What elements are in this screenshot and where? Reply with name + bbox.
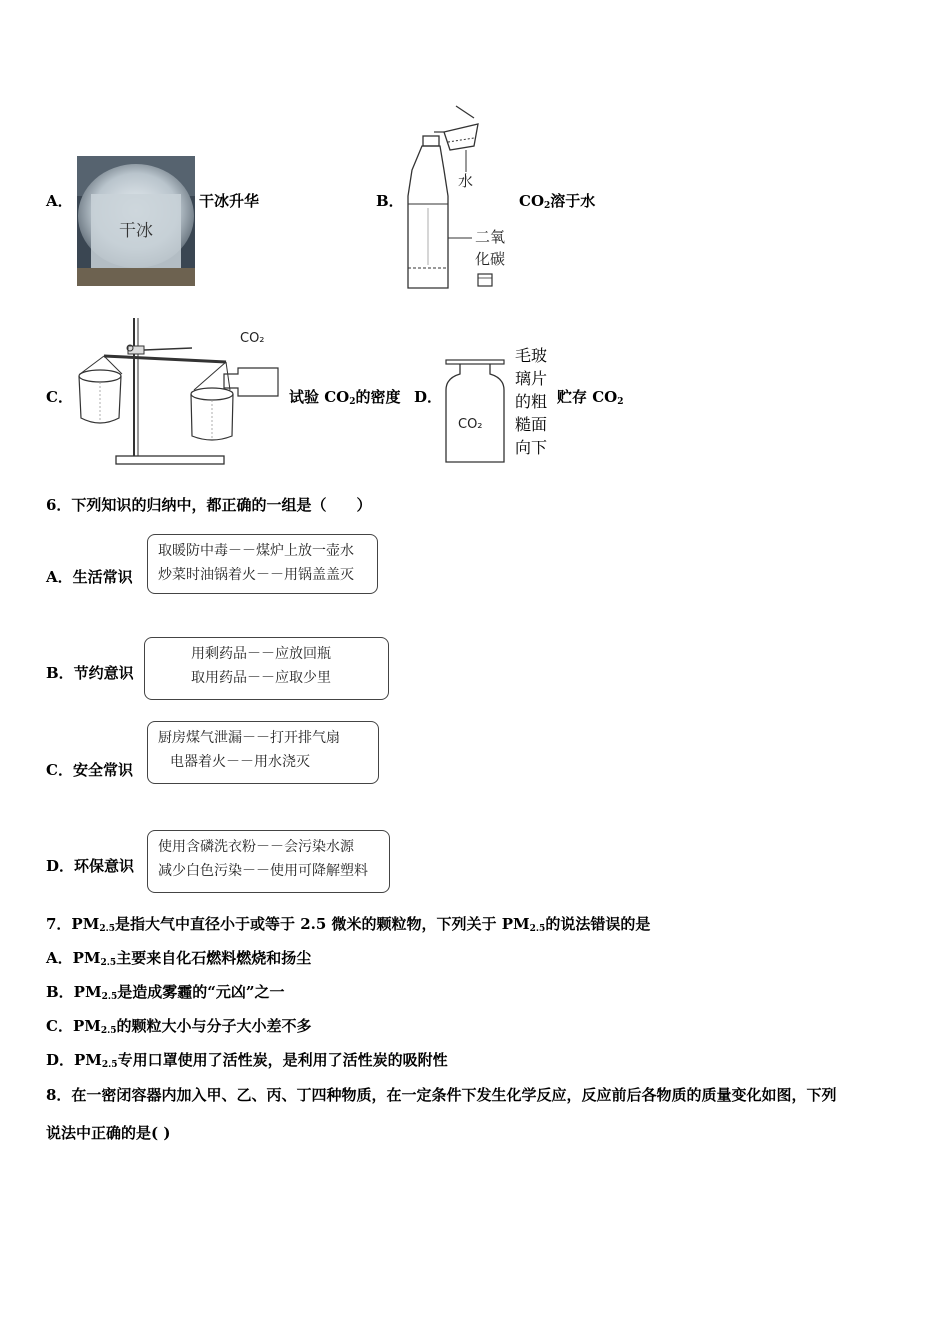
- q6-option-c-line-1: 厨房煤气泄漏－－打开排气扇: [158, 730, 340, 746]
- dry-ice-photo: [77, 156, 195, 286]
- q7-option-b: B．$PM_{2.5}$是造成雾霾的“元凶”之一: [46, 983, 285, 1002]
- water-label: 水: [458, 172, 474, 190]
- q6-option-c-line-2: 电器着火－－用水浇灭: [170, 754, 310, 770]
- option-c-caption: 试验 $CO_2$的密度: [289, 388, 401, 407]
- gas-jar-diagram: [440, 356, 510, 466]
- co2-pour-label: CO₂: [240, 331, 265, 346]
- q6-option-b-line-2: 取用药品－－应取少里: [191, 670, 331, 686]
- option-c-letter: C．: [46, 388, 73, 406]
- q6-option-a-line-2: 炒菜时油锅着火－－用锅盖盖灭: [158, 567, 354, 583]
- q6-option-a-line-1: 取暖防中毒－－煤炉上放一壶水: [158, 543, 354, 559]
- gas-jar-label: CO₂: [458, 417, 483, 432]
- option-b-letter: B．: [376, 192, 404, 210]
- q6-option-d-line-2: 减少白色污染－－使用可降解塑料: [158, 863, 368, 879]
- q8-stem-line-1: 8．在一密闭容器内加入甲、乙、丙、丁四种物质，在一定条件下发生化学反应，反应前后各物质的质量变化如图，下列: [46, 1086, 837, 1104]
- q6-option-b-label: B．节约意识: [46, 664, 134, 682]
- option-a-caption: 干冰升华: [199, 192, 260, 210]
- q7-option-d: D．$PM_{2.5}$专用口罩使用了活性炭，是利用了活性炭的吸附性: [46, 1051, 448, 1070]
- ground-glass-note: 毛玻 璃片 的粗 糙面 向下: [515, 346, 548, 457]
- q6-option-b-line-1: 用剩药品－－应放回瓶: [191, 646, 331, 662]
- q6-option-c-box: [147, 721, 379, 784]
- q6-option-a-box: [147, 534, 378, 594]
- option-a-letter: A．: [46, 192, 73, 210]
- q6-stem: 6．下列知识的归纳中，都正确的一组是（ ）: [46, 496, 372, 514]
- q7-stem: 7．$PM_{2.5}$是指大气中直径小于或等于 2.5 微米的颗粒物，下列关于 $PM_{2.5}$的说法错误的是: [46, 915, 651, 934]
- option-d-caption: 贮存 $CO_2$: [557, 388, 624, 407]
- q6-option-a-label: A．生活常识: [46, 568, 133, 586]
- option-d-letter: D．: [414, 388, 443, 406]
- option-b-caption: $CO_2$溶于水: [519, 192, 596, 211]
- q8-stem-line-2: 说法中正确的是( ): [46, 1124, 171, 1142]
- q6-option-b-box: [144, 637, 389, 700]
- q6-option-c-label: C．安全常识: [46, 761, 133, 779]
- q7-option-a: A．$PM_{2.5}$主要来自化石燃料燃烧和扬尘: [46, 949, 312, 968]
- dry-ice-photo-label: 干冰: [119, 221, 153, 241]
- co2-gas-label-1: 二氧: [475, 228, 506, 246]
- balance-density-diagram: [72, 310, 288, 470]
- q6-option-d-line-1: 使用含磷洗衣粉－－会污染水源: [158, 839, 354, 855]
- q6-option-d-box: [147, 830, 390, 893]
- q7-option-c: C．$PM_{2.5}$的颗粒大小与分子大小差不多: [46, 1017, 312, 1036]
- q6-option-d-label: D．环保意识: [46, 857, 135, 875]
- co2-gas-label-2: 化碳: [475, 250, 506, 268]
- co2-bottle-diagram: [400, 100, 520, 295]
